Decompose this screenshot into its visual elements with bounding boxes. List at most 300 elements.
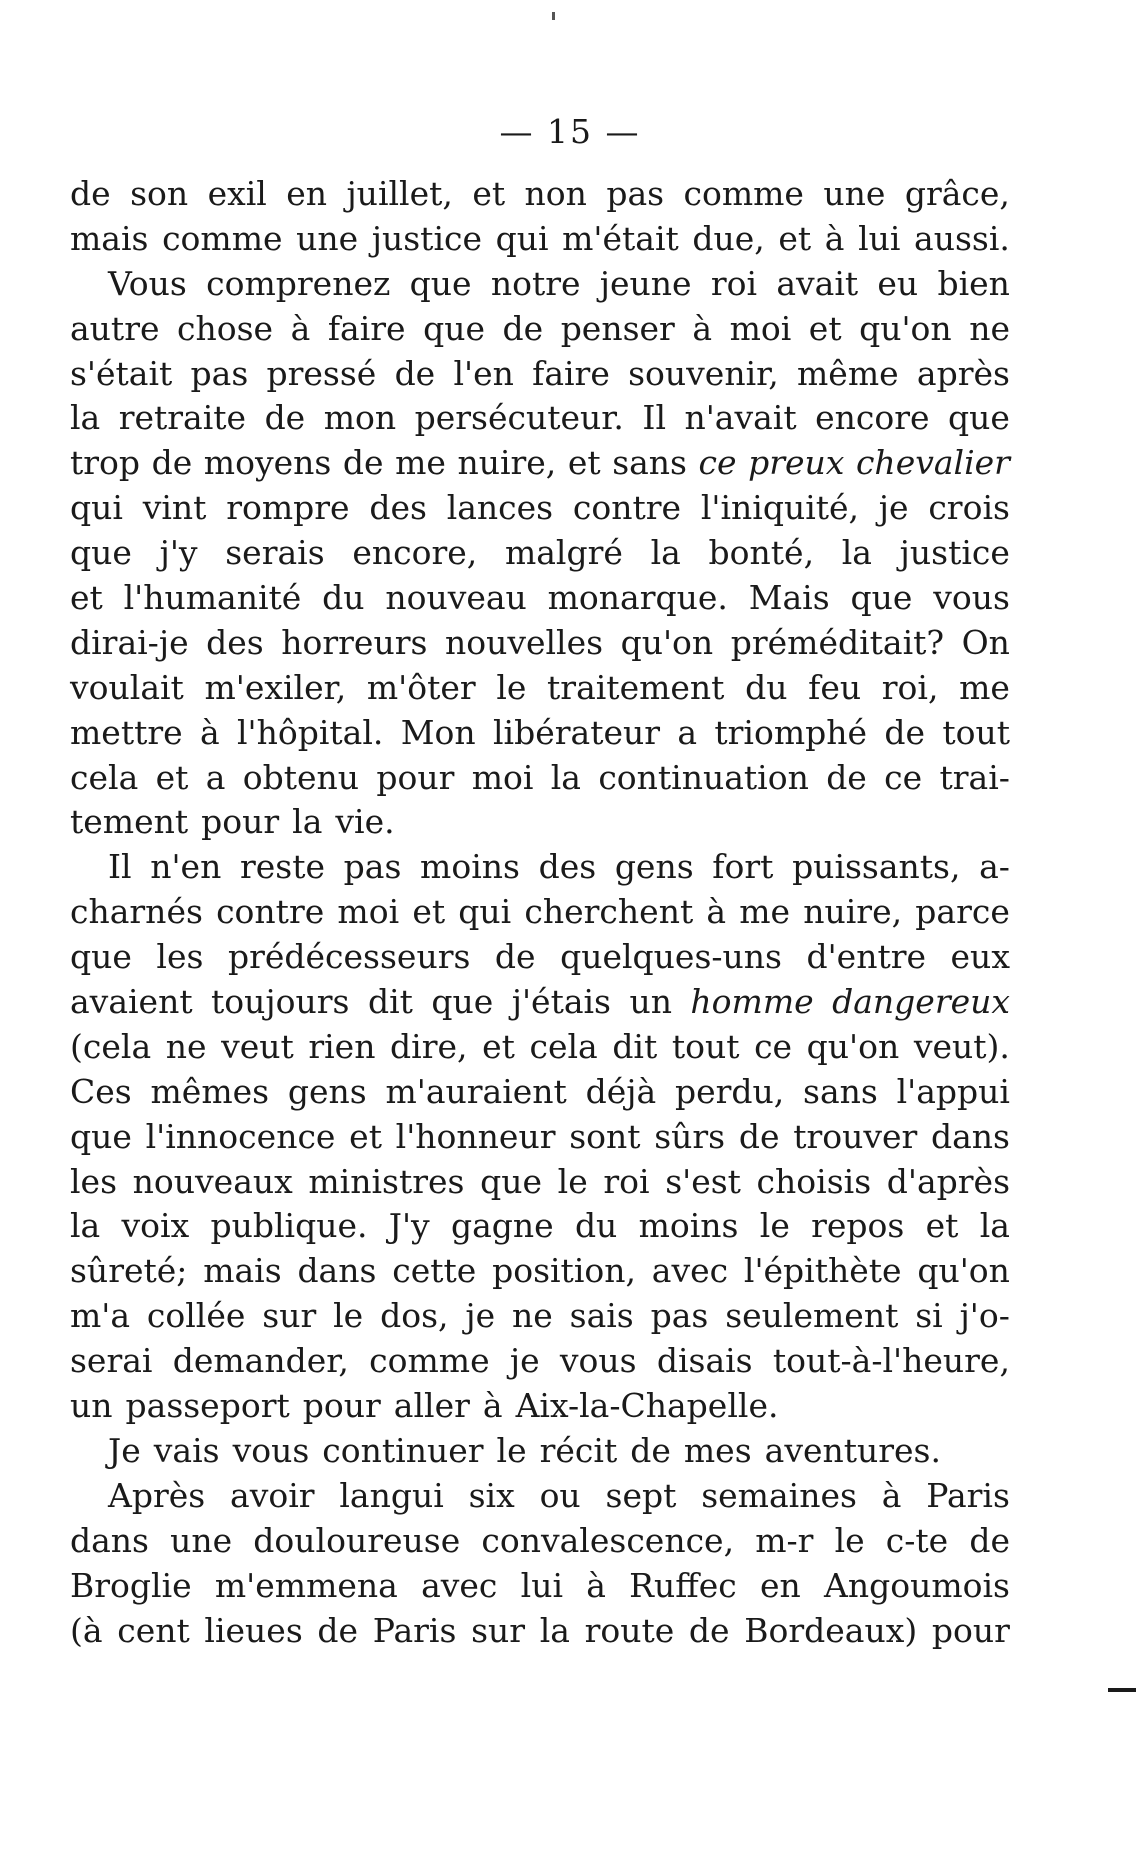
word: dangereux <box>832 982 1010 1022</box>
word: (à <box>70 1610 103 1650</box>
text-line <box>70 307 1010 352</box>
word: fort <box>712 847 774 887</box>
word: et <box>778 218 812 258</box>
word: monarque. <box>547 578 728 618</box>
word: vie. <box>335 802 395 842</box>
word: des <box>538 847 597 887</box>
word: sais <box>569 1296 634 1336</box>
word: que <box>70 937 132 977</box>
word: la <box>841 533 872 573</box>
word: comprenez <box>206 263 391 303</box>
word: seulement <box>725 1296 899 1336</box>
word: six <box>468 1475 515 1515</box>
text-line <box>70 262 1010 307</box>
word: qui <box>458 892 512 932</box>
word: Paris <box>372 1610 457 1650</box>
text-line <box>70 935 1010 980</box>
word: puissants, <box>792 847 961 887</box>
word: la <box>70 398 101 438</box>
word: pour <box>302 1386 381 1426</box>
word: roi <box>603 1161 650 1201</box>
text-line <box>70 486 1010 531</box>
word: obtenu <box>242 757 360 797</box>
word: vous <box>559 1341 637 1381</box>
text-line <box>70 1025 1010 1070</box>
word: le <box>496 667 527 707</box>
word: comme <box>369 1341 490 1381</box>
word: des <box>369 488 427 528</box>
word: prédécesseurs <box>227 937 471 977</box>
word: m-r <box>755 1520 814 1560</box>
word: reste <box>239 847 326 887</box>
word: souvenir, <box>628 353 779 393</box>
word: la <box>650 533 681 573</box>
word: nuire, <box>457 443 557 483</box>
word: malgré <box>504 533 623 573</box>
word: avaient <box>70 982 193 1022</box>
word: lui <box>858 218 901 258</box>
word: Mon <box>400 712 476 752</box>
word: bien <box>937 263 1010 303</box>
word: ce <box>884 757 923 797</box>
text-line <box>70 1609 1010 1654</box>
word: passeport <box>125 1386 290 1426</box>
word: convalescence, <box>481 1520 735 1560</box>
word: feu <box>808 667 862 707</box>
word: de <box>317 1610 359 1650</box>
word: que <box>409 263 472 303</box>
word: dans <box>931 1116 1010 1156</box>
word: qu'on <box>620 622 714 662</box>
word: et <box>70 578 103 618</box>
word: l'appui <box>896 1071 1010 1111</box>
text-line <box>70 1160 1010 1205</box>
word: Il <box>108 847 132 887</box>
word: juillet, <box>346 174 453 213</box>
word: nouveau <box>385 578 527 618</box>
text-line <box>70 1564 1010 1609</box>
word: je <box>509 1341 540 1381</box>
text-line <box>70 1204 1010 1249</box>
word: vous <box>232 1430 310 1470</box>
word: que <box>480 1161 543 1201</box>
scan-mark <box>552 12 555 20</box>
word: Il <box>642 398 666 438</box>
text-line <box>70 890 1010 935</box>
word: d'entre <box>806 937 927 977</box>
word: Paris <box>926 1475 1010 1515</box>
text-line <box>70 1339 1010 1384</box>
word: penser <box>560 308 675 348</box>
word: trouver <box>793 1116 918 1156</box>
word: veut). <box>913 1026 1010 1066</box>
word: ou <box>539 1475 581 1515</box>
word: pour <box>931 1610 1010 1650</box>
word: demander, <box>172 1341 349 1381</box>
word: à <box>290 308 311 348</box>
word: cent <box>117 1610 190 1650</box>
word: horreurs <box>281 622 428 662</box>
text-line <box>70 352 1010 397</box>
word: l'en <box>453 353 514 393</box>
word: semaines <box>701 1475 857 1515</box>
word: Ruffec <box>629 1565 737 1605</box>
word: en <box>759 1565 801 1605</box>
word: tement <box>70 802 189 842</box>
word: tout <box>942 712 1010 752</box>
word: de <box>738 1116 780 1156</box>
word: récit <box>539 1430 618 1470</box>
word: et <box>925 1206 959 1246</box>
word: m'auraient <box>385 1071 567 1111</box>
word: perdu, <box>674 1071 785 1111</box>
word: a <box>205 757 226 797</box>
word: voix <box>121 1206 190 1246</box>
word: faire <box>327 308 406 348</box>
word: qu'on <box>917 1251 1010 1291</box>
word: la <box>292 802 323 842</box>
word: due, <box>692 218 765 258</box>
word: n'avait <box>684 398 797 438</box>
text-line <box>70 1115 1010 1160</box>
word: aventures. <box>764 1430 941 1470</box>
word: de <box>70 174 111 213</box>
word: que <box>850 578 913 618</box>
word: charnés <box>70 892 203 932</box>
text-line <box>70 531 1010 576</box>
word: pas <box>343 847 402 887</box>
word: de <box>826 757 867 797</box>
word: après <box>916 353 1010 393</box>
word: cherchent <box>524 892 694 932</box>
word: Ces <box>70 1071 132 1111</box>
word: J'y <box>388 1206 430 1246</box>
word: à <box>881 1475 902 1515</box>
word: et <box>808 308 842 348</box>
word: qu'on <box>859 308 952 348</box>
word: lui <box>520 1565 564 1605</box>
word: exil <box>207 174 267 213</box>
word: comme <box>162 218 283 258</box>
word: gens <box>287 1071 367 1111</box>
word: vint <box>142 488 207 528</box>
word: m'exiler, <box>204 667 347 707</box>
word: qui <box>495 218 549 258</box>
word: en <box>286 174 328 213</box>
word: à <box>482 1386 503 1426</box>
text-line <box>70 172 1010 217</box>
word: de <box>151 443 193 483</box>
word: notre <box>490 263 581 303</box>
word: une <box>823 174 886 213</box>
word: retraite <box>118 398 247 438</box>
word: une <box>170 1520 233 1560</box>
word: avoir <box>230 1475 315 1515</box>
word: des <box>206 622 264 662</box>
word: que <box>423 308 485 348</box>
word: son <box>130 174 189 213</box>
word: avait <box>776 263 859 303</box>
word: à <box>692 308 713 348</box>
word: gagne <box>450 1206 554 1246</box>
margin-mark <box>1108 1688 1136 1692</box>
word: un <box>629 982 672 1022</box>
word: sur <box>262 1296 317 1336</box>
word: Après <box>108 1475 206 1515</box>
word: que <box>948 398 1010 438</box>
word: les <box>156 937 204 977</box>
word: à <box>824 218 845 258</box>
word: repos <box>811 1206 905 1246</box>
word: persécuteur. <box>414 398 624 438</box>
text-line <box>70 800 1010 845</box>
word: que <box>70 1116 132 1156</box>
word: déjà <box>585 1071 657 1111</box>
word: préméditait? <box>730 622 945 662</box>
word: roi, <box>881 667 939 707</box>
word: veut <box>221 1026 294 1066</box>
word: la <box>539 1610 570 1650</box>
word: ne <box>165 1026 207 1066</box>
word: encore <box>815 398 930 438</box>
word: contre <box>216 892 325 932</box>
word: que <box>70 533 132 573</box>
word: l'innocence <box>145 1116 336 1156</box>
word: langui <box>339 1475 444 1515</box>
word: pas <box>190 353 249 393</box>
word: m'a <box>70 1296 131 1336</box>
word: Bordeaux) <box>744 1610 918 1650</box>
word: Broglie <box>70 1565 192 1605</box>
word: l'honneur <box>395 1116 556 1156</box>
word: j'étais <box>511 982 611 1022</box>
word: de <box>688 1610 730 1650</box>
page-number: — 15 — <box>499 112 641 151</box>
word: la <box>979 1206 1010 1246</box>
word: position, <box>492 1251 636 1291</box>
word: de <box>969 1520 1010 1560</box>
text-line <box>70 980 1010 1025</box>
word: et <box>567 443 601 483</box>
word: cette <box>392 1251 477 1291</box>
word: jeune <box>599 263 692 303</box>
word: que <box>431 982 494 1022</box>
word: voulait <box>70 667 184 707</box>
word: à <box>199 712 220 752</box>
word: j'y <box>159 533 198 573</box>
word: chose <box>177 308 274 348</box>
word: trai- <box>939 757 1010 797</box>
word: même <box>797 353 899 393</box>
word: me <box>959 667 1010 707</box>
word: continuer <box>322 1430 484 1470</box>
word: et <box>349 1116 382 1156</box>
word: nuire, <box>803 892 903 932</box>
text-line <box>70 1249 1010 1294</box>
word: d'après <box>886 1161 1010 1201</box>
word: m'ôter <box>366 667 476 707</box>
word: rien <box>308 1026 376 1066</box>
word: crois <box>928 488 1010 528</box>
word: la <box>70 1206 101 1246</box>
word: ce <box>698 443 737 483</box>
text-line <box>70 441 1010 486</box>
word: du <box>745 667 788 707</box>
word: l'hôpital. <box>237 712 384 752</box>
word: lances <box>446 488 554 528</box>
word: encore, <box>352 533 478 573</box>
text-line <box>70 1294 1010 1339</box>
word: sont <box>569 1116 641 1156</box>
word: l'iniquité, <box>700 488 860 528</box>
word: contre <box>572 488 682 528</box>
word: tout <box>671 1026 740 1066</box>
word: choisis <box>756 1161 872 1201</box>
word: route <box>584 1610 675 1650</box>
word: triomphé <box>714 712 868 752</box>
word: je <box>465 1296 496 1336</box>
word: le <box>496 1430 527 1470</box>
word: sans <box>612 443 687 483</box>
word: qui <box>70 488 123 528</box>
word: moins <box>420 847 520 887</box>
word: rompre <box>226 488 350 528</box>
word: du <box>574 1206 618 1246</box>
word: m'était <box>562 218 679 258</box>
word: Je <box>108 1430 141 1470</box>
word: moi <box>729 308 792 348</box>
word: l'épithète <box>743 1251 902 1291</box>
word: gens <box>614 847 694 887</box>
word: mes <box>683 1430 752 1470</box>
text-line <box>70 666 1010 711</box>
word: aussi. <box>914 218 1010 258</box>
word: m'emmena <box>214 1565 398 1605</box>
body-text <box>70 172 1010 1653</box>
word: avec <box>651 1251 729 1291</box>
word: serais <box>225 533 325 573</box>
word: mais <box>70 218 149 258</box>
word: sept <box>605 1475 677 1515</box>
word: grâce, <box>904 174 1010 213</box>
word: eu <box>877 263 919 303</box>
word: l'humanité <box>123 578 302 618</box>
word: (cela <box>70 1026 152 1066</box>
word: cela <box>529 1026 598 1066</box>
text-line <box>70 217 1010 262</box>
word: douloureuse <box>253 1520 461 1560</box>
text-line <box>70 1070 1010 1115</box>
word: Aix-la-Chapelle. <box>515 1386 779 1426</box>
word: collée <box>146 1296 246 1336</box>
word: dire, <box>390 1026 468 1066</box>
word: faire <box>532 353 610 393</box>
word: ne <box>511 1296 553 1336</box>
word: bonté, <box>708 533 815 573</box>
word: le <box>333 1296 364 1336</box>
word: On <box>961 622 1010 662</box>
word: sur <box>471 1610 526 1650</box>
word: mettre <box>70 712 183 752</box>
word: justice <box>899 533 1010 573</box>
word: j'o- <box>959 1296 1010 1336</box>
word: me <box>739 892 791 932</box>
word: vous <box>933 578 1010 618</box>
word: autre <box>70 308 160 348</box>
word: vais <box>153 1430 220 1470</box>
word: les <box>70 1161 118 1201</box>
word: s'était <box>70 353 173 393</box>
word: je <box>878 488 909 528</box>
word: dit <box>612 1026 658 1066</box>
word: du <box>322 578 365 618</box>
word: de <box>494 937 536 977</box>
word: pour <box>376 757 455 797</box>
word: avec <box>421 1565 498 1605</box>
word: sûreté; <box>70 1251 188 1291</box>
word: parce <box>915 892 1010 932</box>
word: le <box>759 1206 790 1246</box>
word: un <box>70 1386 113 1426</box>
word: moins <box>638 1206 739 1246</box>
word: comme <box>683 174 804 213</box>
word: nouveaux <box>132 1161 293 1201</box>
word: dit <box>367 982 413 1022</box>
word: homme <box>690 982 814 1022</box>
word: eux <box>950 937 1010 977</box>
word: le <box>834 1520 865 1560</box>
word: de <box>884 712 926 752</box>
word: et <box>482 1026 515 1066</box>
word: de <box>342 443 384 483</box>
word: de <box>394 353 436 393</box>
word: sûrs <box>654 1116 726 1156</box>
word: sans <box>803 1071 878 1111</box>
word: chevalier <box>855 443 1010 483</box>
word: quelques-uns <box>560 937 782 977</box>
text-line <box>70 845 1010 890</box>
word: non <box>524 174 587 213</box>
text-line <box>70 576 1010 621</box>
word: pas <box>650 1296 709 1336</box>
text-line <box>70 1429 1010 1474</box>
word: Vous <box>108 263 187 303</box>
word: roi <box>710 263 758 303</box>
word: qu'on <box>806 1026 900 1066</box>
word: la <box>550 757 581 797</box>
word: ministres <box>308 1161 465 1201</box>
word: mais <box>203 1251 282 1291</box>
word: dirai-je <box>70 622 189 662</box>
word: dans <box>297 1251 377 1291</box>
word: moyens <box>203 443 332 483</box>
word: et <box>412 892 446 932</box>
word: pressé <box>266 353 377 393</box>
word: s'est <box>665 1161 741 1201</box>
word: continuation <box>598 757 809 797</box>
word: mon <box>323 398 397 438</box>
word: disais <box>656 1341 753 1381</box>
word: pour <box>201 802 280 842</box>
word: pas <box>606 174 665 213</box>
word: à <box>586 1565 606 1605</box>
word: cela <box>70 757 139 797</box>
word: une <box>296 218 359 258</box>
word: tout-à-l'heure, <box>772 1341 1010 1381</box>
word: moi <box>337 892 400 932</box>
word: justice <box>371 218 483 258</box>
word: de <box>502 308 544 348</box>
